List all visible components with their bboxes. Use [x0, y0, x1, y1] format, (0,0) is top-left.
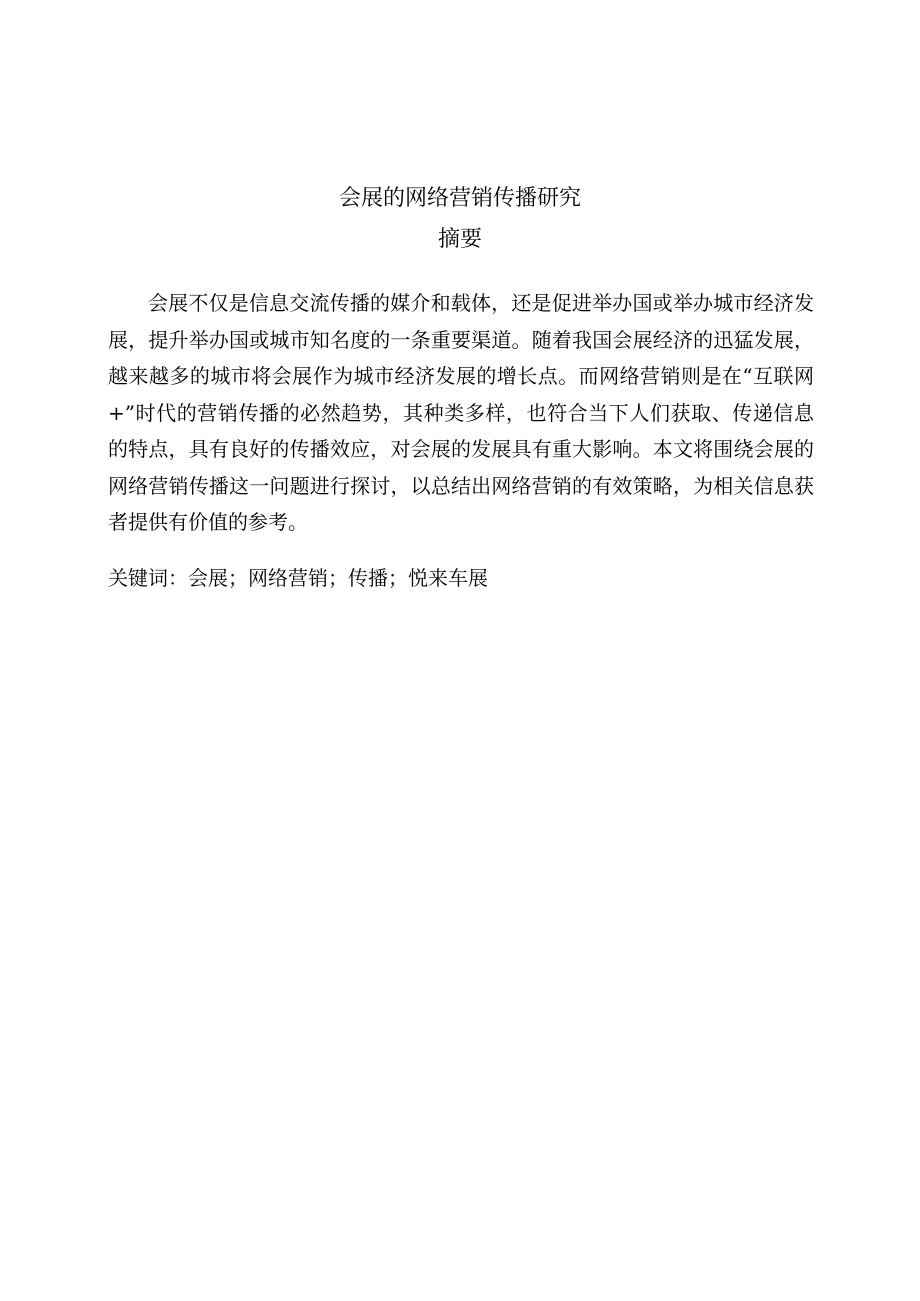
abstract-heading: 摘要: [437, 227, 482, 252]
document-title: 会展的网络营销传播研究: [338, 186, 581, 211]
keywords-line: 关键词：会展；网络营销；传播；悦来车展: [108, 566, 488, 590]
abstract-paragraph: 会展不仅是信息交流传播的媒介和载体，还是促进举办国或举办城市经济发展，提升举办国或城市知名度的一条重要渠道。随着我国会展经济的迅猛发展，越来越多的城市将会展作为城市经济发展的增长点。而网络营销则是在“互联网+”时代的营销传播的必然趋势，其种类多样，也符合当下人们获取、传递信息的特点，具有良好的传播效应，对会展的发展具有重大影响。本文将围绕会展的网络营销传播这一问题进行探讨，以总结出网络营销的有效策略，为相关信息获者提供有价值的参考。: [108, 291, 814, 534]
